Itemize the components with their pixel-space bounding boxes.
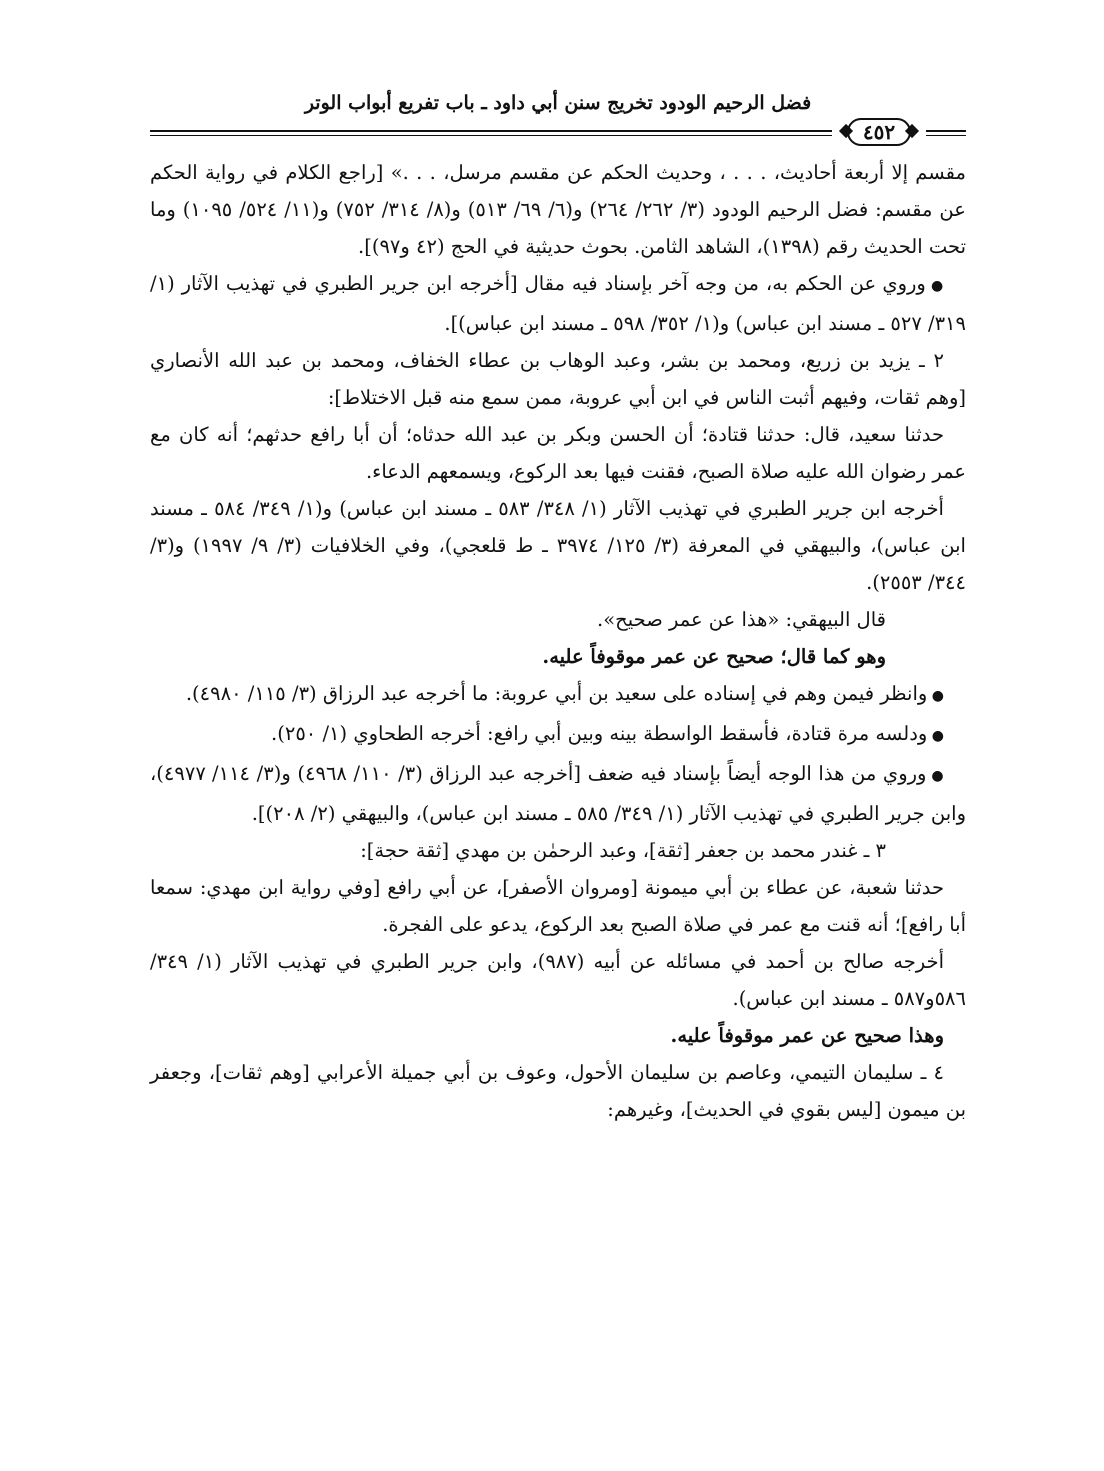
paragraph-narrator-group-4: ٤ ـ سليمان التيمي، وعاصم بن سليمان الأحول، وعوف بن أبي جميلة الأعرابي [وهم ثقات]، وجعفر بن ميمون [ليس بقوي في الحديث]، وغيرهم: <box>150 1061 966 1121</box>
paragraph-hadith-text: حدثنا شعبة، عن عطاء بن أبي ميمونة [ومروان الأصفر]، عن أبي رافع [وفي رواية ابن مهدي: سمعا أبا رافع]؛ أنه قنت مع عمر في صلاة الصبح بعد الركوع، يدعو على الفجرة. <box>150 876 966 936</box>
book-page <box>150 88 966 1128</box>
page-body <box>150 154 966 1128</box>
paragraph-takhrij: أخرجه صالح بن أحمد في مسائله عن أبيه (٩٨٧)، وابن جرير الطبري في تهذيب الآثار (١/ ٣٤٩/ ٥٨٦و٥٨٧ ـ مسند ابن عباس). <box>150 950 966 1010</box>
paragraph-verdict: وهذا صحيح عن عمر موقوفاً عليه. <box>670 1024 944 1047</box>
paragraph-bullet: ● وروي عن الحكم به، من وجه آخر بإسناد فيه مقال [أخرجه ابن جرير الطبري في تهذيب الآثار (١/ ٣١٩/ ٥٢٧ ـ مسند ابن عباس) و(١/ ٣٥٢/ ٥٩٨ ـ مسند ابن عباس)]. <box>150 265 966 342</box>
header-title: فضل الرحيم الودود تخريج سنن أبي داود ـ باب تفريع أبواب الوتر <box>304 92 812 114</box>
paragraph-narrator-group-3: ٣ ـ غندر محمد بن جعفر [ثقة]، وعبد الرحمٰن بن مهدي [ثقة حجة]: <box>360 839 886 862</box>
paragraph-bullet: ● وروي من هذا الوجه أيضاً بإسناد فيه ضعف [أخرجه عبد الرزاق (٣/ ١١٠/ ٤٩٦٨) و(٣/ ١١٤/ ٤٩٧٧)، وابن جرير الطبري في تهذيب الآثار (١/ ٣٤٩/ ٥٨٥ ـ مسند ابن عباس)، والبيهقي (٢/ ٢٠٨)]. <box>150 755 966 832</box>
paragraph-bullet: ● وانظر فيمن وهم في إسناده على سعيد بن أبي عروبة: ما أخرجه عبد الرزاق (٣/ ١١٥/ ٤٩٨٠). <box>150 675 966 715</box>
paragraph-narrator-group-2: ٢ ـ يزيد بن زريع، ومحمد بن بشر، وعبد الوهاب بن عطاء الخفاف، ومحمد بن عبد الله الأنصاري [وهم ثقات، وفيهم أثبت الناس في ابن أبي عروبة، ممن سمع منه قبل الاختلاط]: <box>150 349 966 409</box>
paragraph-takhrij: أخرجه ابن جرير الطبري في تهذيب الآثار (١/ ٣٤٨/ ٥٨٣ ـ مسند ابن عباس) و(١/ ٣٤٩/ ٥٨٤ ـ مسند ابن عباس)، والبيهقي في المعرفة (٣/ ١٢٥/ ٣٩٧٤ ـ ط قلعجي)، وفي الخلافيات (٣/ ٩/ ١٩٩٧) و(٣/ ٣٤٤/ ٢٥٥٣). <box>150 497 966 594</box>
paragraph-author-verdict: وهو كما قال؛ صحيح عن عمر موقوفاً عليه. <box>542 645 886 668</box>
paragraph-bayhaqi-quote: قال البيهقي: «هذا عن عمر صحيح». <box>597 608 886 631</box>
page-number: ٤٥٢ <box>847 118 911 146</box>
page-number-badge <box>832 117 926 147</box>
paragraph-continuation: مقسم إلا أربعة أحاديث، . . . ، وحديث الحكم عن مقسم مرسل، . . .» [راجع الكلام في رواية الحكم عن مقسم: فضل الرحيم الودود (٣/ ٢٦٢/ ٢٦٤) و(٦/ ٦٩/ ٥١٣) و(٨/ ٣١٤/ ٧٥٢) و(١١/ ٥٢٤/ ١٠٩٥) وما تحت الحديث رقم (١٣٩٨)، الشاهد الثامن. بحوث حديثية في الحج (٤٢ و٩٧)]. <box>150 161 966 258</box>
paragraph-hadith-text: حدثنا سعيد، قال: حدثنا قتادة؛ أن الحسن وبكر بن عبد الله حدثاه؛ أن أبا رافع حدثهم؛ أنه كان مع عمر رضوان الله عليه صلاة الصبح، فقنت فيها بعد الركوع، ويسمعهم الدعاء. <box>150 423 966 483</box>
running-header <box>150 88 966 154</box>
paragraph-bullet: ● ودلسه مرة قتادة، فأسقط الواسطة بينه وبين أبي رافع: أخرجه الطحاوي (١/ ٢٥٠). <box>150 715 966 755</box>
